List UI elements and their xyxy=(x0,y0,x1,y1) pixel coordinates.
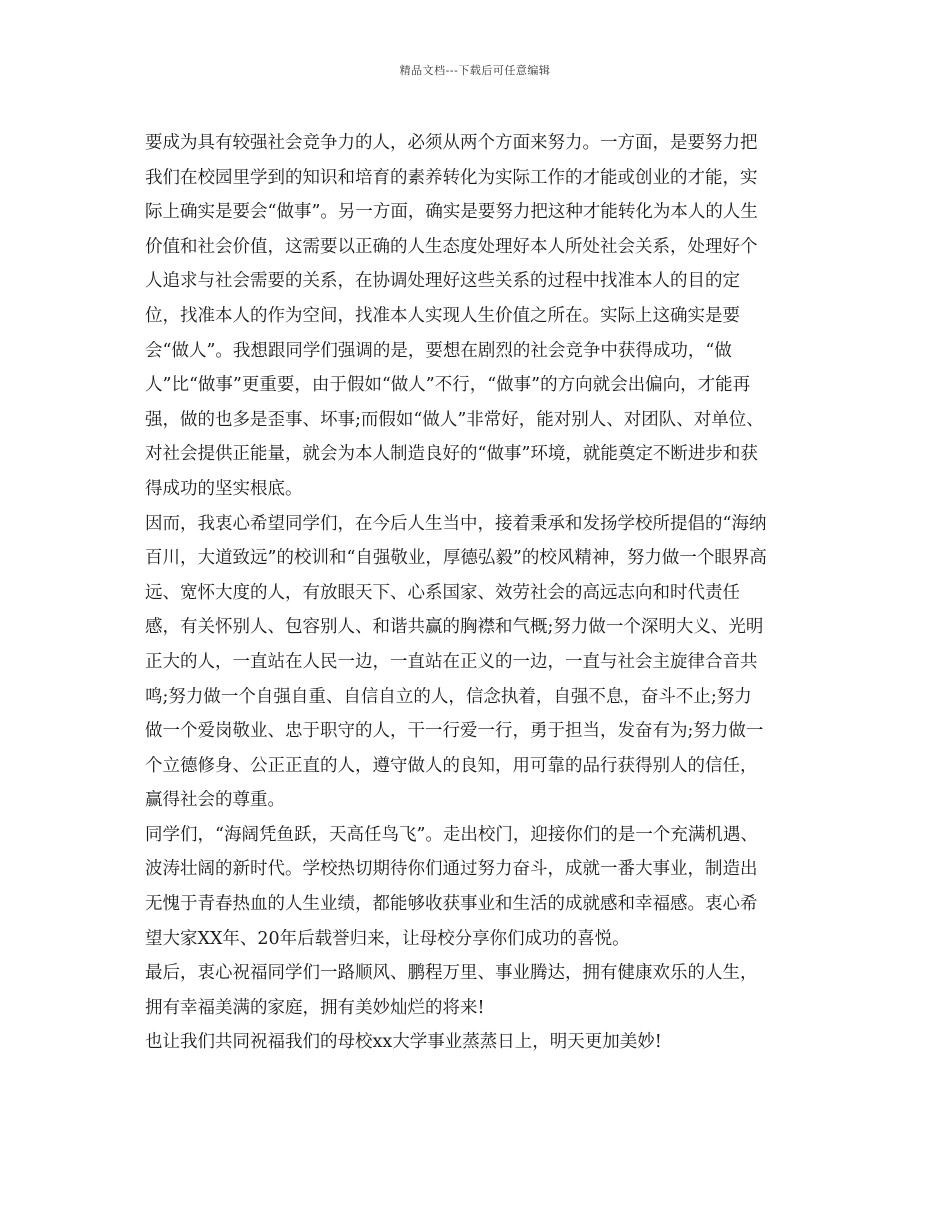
text-line: 强，做的也多是歪事、坏事;而假如“做人”非常好，能对别人、对团队、对单位、 xyxy=(145,409,764,430)
text-line: 也让我们共同祝福我们的母校xx大学事业蒸蒸日上，明天更加美妙! xyxy=(145,1032,662,1053)
text-line: 人”比“做事”更重要，由于假如“做人”不行，“做事”的方向就会出偏向，才能再 xyxy=(145,375,751,396)
page-header: 精品文档---下载后可任意编辑 xyxy=(399,64,551,77)
text-line: 位，找准本人的作为空间，找准本人实现人生价值之所在。实际上这确实是要 xyxy=(145,305,740,326)
text-line: 远、宽怀大度的人，有放眼天下、心系国家、效劳社会的高远志向和时代责任 xyxy=(145,582,740,603)
text-line: 正大的人，一直站在人民一边，一直站在正义的一边，一直与社会主旋律合音共 xyxy=(145,651,758,672)
text-line: 个立德修身、公正正直的人，遵守做人的良知，用可靠的品行获得别人的信任， xyxy=(145,755,758,776)
text-line: 赢得社会的尊重。 xyxy=(145,790,285,811)
text-line: 得成功的坚实根底。 xyxy=(145,478,303,499)
text-line: 波涛壮阔的新时代。学校热切期待你们通过努力奋斗，成就一番大事业，制造出 xyxy=(145,859,758,880)
text-line: 望大家XX年、20年后载誉归来，让母校分享你们成功的喜悦。 xyxy=(145,928,630,949)
text-line: 人追求与社会需要的关系，在协调处理好这些关系的过程中找准本人的目的定 xyxy=(145,271,740,292)
text-line: 际上确实是要会“做事”。另一方面，确实是要努力把这种才能转化为本人的人生 xyxy=(145,202,758,223)
text-line: 会“做人”。我想跟同学们强调的是，要想在剧烈的社会竞争中获得成功，“做 xyxy=(145,340,732,361)
text-line: 鸣;努力做一个自强自重、自信自立的人，信念执着，自强不息，奋斗不止;努力 xyxy=(145,686,752,707)
text-line: 对社会提供正能量，就会为本人制造良好的“做事”环境，就能奠定不断进步和获 xyxy=(145,444,758,465)
text-line: 我们在校园里学到的知识和培育的素养转化为实际工作的才能或创业的才能，实 xyxy=(145,167,758,188)
text-line: 百川，大道致远”的校训和“自强敬业，厚德弘毅”的校风精神，努力做一个眼界高 xyxy=(145,548,767,569)
text-line: 做一个爱岗敬业、忠于职守的人，干一行爱一行，勇于担当，发奋有为;努力做一 xyxy=(145,721,764,742)
text-line: 价值和社会价值，这需要以正确的人生态度处理好本人所处社会关系，处理好个 xyxy=(145,236,758,257)
text-line: 同学们，“海阔凭鱼跃，天高任鸟飞”。走出校门，迎接你们的是一个充满机遇、 xyxy=(145,824,758,845)
text-line: 要成为具有较强社会竞争力的人，必须从两个方面来努力。一方面，是要努力把 xyxy=(145,133,758,153)
text-line: 拥有幸福美满的家庭，拥有美妙灿烂的将来! xyxy=(145,997,485,1018)
text-line: 最后，衷心祝福同学们一路顺风、鹏程万里、事业腾达，拥有健康欢乐的人生， xyxy=(145,963,758,984)
text-line: 感，有关怀别人、包容别人、和谐共赢的胸襟和气概;努力做一个深明大义、光明 xyxy=(145,617,764,638)
text-line: 无愧于青春热血的人生业绩，都能够收获事业和生活的成就感和幸福感。衷心希 xyxy=(145,894,758,915)
document-body xyxy=(145,126,810,1060)
text-line: 因而，我衷心希望同学们，在今后人生当中，接着秉承和发扬学校所提倡的“海纳 xyxy=(145,513,767,534)
